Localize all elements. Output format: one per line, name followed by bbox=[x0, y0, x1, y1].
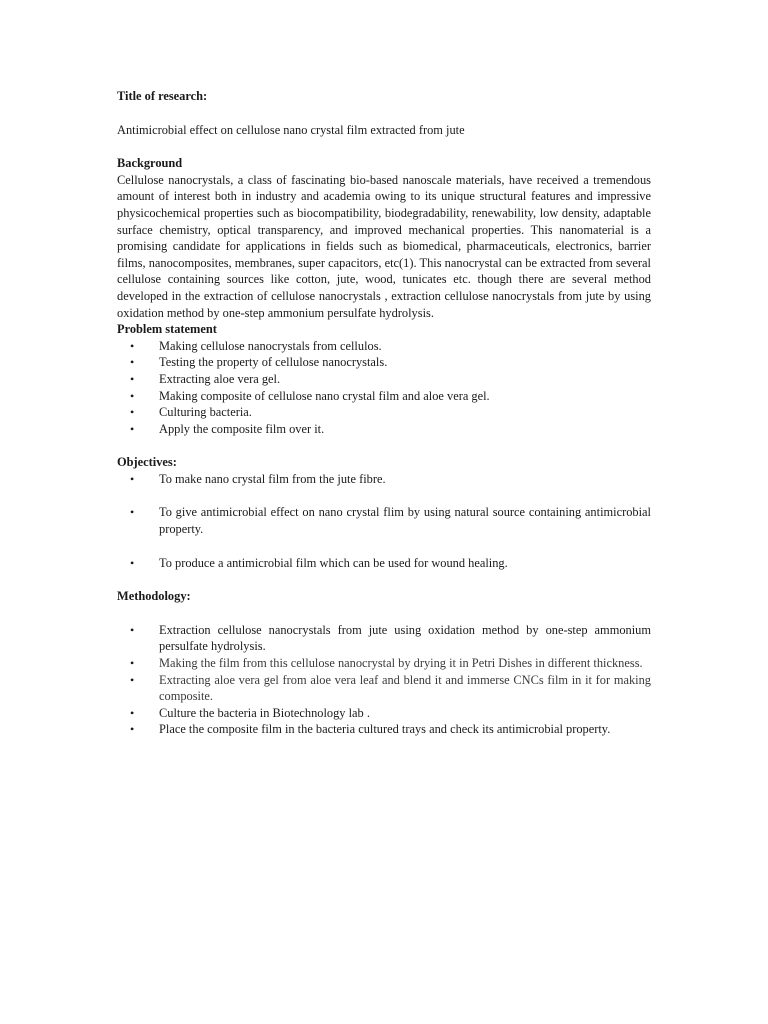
document-page bbox=[117, 88, 651, 738]
bullet-icon: • bbox=[130, 421, 135, 436]
list-item-text: Extracting aloe vera gel. bbox=[159, 371, 281, 386]
bullet-icon: • bbox=[130, 555, 135, 570]
problem-heading: Problem statement bbox=[117, 322, 217, 337]
list-item bbox=[117, 354, 651, 371]
list-item-text: Making cellulose nanocrystals from cellulos. bbox=[159, 338, 382, 353]
list-item-text: Extracting aloe vera gel from aloe vera leaf and blend it and immerse CNCs film in it for making composite. bbox=[159, 672, 651, 704]
list-item bbox=[117, 371, 651, 388]
objectives-heading: Objectives: bbox=[117, 455, 177, 470]
background-heading: Background bbox=[117, 156, 183, 171]
background-text: Cellulose nanocrystals, a class of fascinating bio-based nanoscale materials, have received a tremendous amount of interest both in industry and academia owing to its unique structural features and impressive physicochemical properties such as biocompatibility, biodegradability, renewability, low density, adaptable surface chemistry, optical transparency, and improved mechanical properties. This nanomaterial is a promising candidate for applications in fields such as biomedical, pharmaceuticals, electronics, barrier films, nanocomposites, membranes, super capacitors, etc(1). This nanocrystal can be extracted from several cellulose containing sources like cotton, jute, wood, tunicates etc. though there are several method developed in the extraction of cellulose nanocrystals , extraction cellulose nanocrystals from jute by using oxidation method by one-step ammonium persulfate hydrolysis. bbox=[117, 172, 651, 320]
methodology-heading: Methodology: bbox=[117, 589, 191, 604]
list-item-text: To produce a antimicrobial film which can be used for wound healing. bbox=[159, 555, 508, 570]
bullet-icon: • bbox=[130, 338, 135, 353]
list-item bbox=[117, 655, 651, 672]
list-item bbox=[117, 388, 651, 405]
list-item-text: Making composite of cellulose nano crystal film and aloe vera gel. bbox=[159, 388, 490, 403]
list-item-text: To make nano crystal film from the jute fibre. bbox=[159, 471, 386, 486]
bullet-icon: • bbox=[130, 355, 135, 370]
list-item bbox=[117, 705, 651, 722]
list-item-text: Culturing bacteria. bbox=[159, 405, 252, 420]
list-item bbox=[117, 421, 651, 438]
bullet-icon: • bbox=[130, 471, 135, 486]
list-item-text: Making the film from this cellulose nanocrystal by drying it in Petri Dishes in different thickness. bbox=[159, 656, 643, 671]
list-item-text: Extraction cellulose nanocrystals from jute using oxidation method by one-step ammonium persulfate hydrolysis. bbox=[159, 622, 651, 654]
problem-list bbox=[117, 338, 651, 438]
list-item bbox=[117, 721, 651, 738]
bullet-icon: • bbox=[130, 622, 135, 637]
list-item bbox=[117, 672, 651, 705]
methodology-list bbox=[117, 622, 651, 738]
bullet-icon: • bbox=[130, 705, 135, 720]
bullet-icon: • bbox=[130, 388, 135, 403]
title-heading: Title of research: bbox=[117, 89, 208, 103]
bullet-icon: • bbox=[130, 672, 135, 687]
list-item-text: Apply the composite film over it. bbox=[159, 421, 325, 436]
list-item bbox=[117, 555, 651, 572]
list-item-text: Culture the bacteria in Biotechnology lab . bbox=[159, 705, 370, 720]
list-item bbox=[117, 471, 651, 488]
bullet-icon: • bbox=[130, 722, 135, 737]
list-item bbox=[117, 404, 651, 421]
objectives-list bbox=[117, 471, 651, 571]
list-item bbox=[117, 338, 651, 355]
bullet-icon: • bbox=[130, 405, 135, 420]
list-item bbox=[117, 504, 651, 537]
bullet-icon: • bbox=[130, 371, 135, 386]
bullet-icon: • bbox=[130, 505, 135, 520]
list-item bbox=[117, 622, 651, 655]
list-item-text: To give antimicrobial effect on nano crystal flim by using natural source containing antimicrobial property. bbox=[159, 505, 651, 537]
list-item-text: Place the composite film in the bacteria cultured trays and check its antimicrobial property. bbox=[159, 722, 611, 737]
list-item-text: Testing the property of cellulose nanocrystals. bbox=[159, 355, 388, 370]
bullet-icon: • bbox=[130, 656, 135, 671]
title-text: Antimicrobial effect on cellulose nano crystal film extracted from jute bbox=[117, 122, 465, 137]
